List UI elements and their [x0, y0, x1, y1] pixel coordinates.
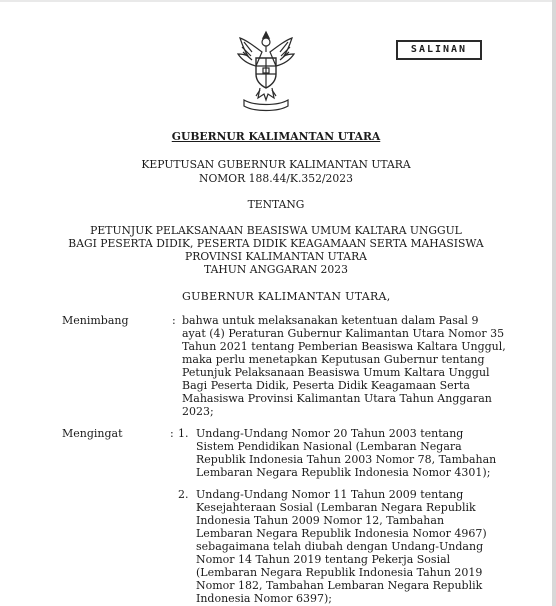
decree-heading: KEPUTUSAN GUBERNUR KALIMANTAN UTARA: [141, 158, 411, 171]
menimbang-text: [182, 314, 506, 418]
menimbang-line: bahwa untuk melaksanakan ketentuan dalam Pasal 9: [182, 314, 479, 327]
item-line: Indonesia Nomor 6397);: [196, 592, 332, 605]
menimbang-line: Mahasiswa Provinsi Kalimantan Utara Tahun Anggaran: [182, 392, 492, 405]
item-line: Kesejahteraan Sosial (Lembaran Negara Republik: [196, 501, 476, 514]
item-line: Nomor 182, Tambahan Lembaran Negara Republik: [196, 579, 483, 592]
decree-number: NOMOR 188.44/K.352/2023: [199, 172, 353, 185]
salinan-stamp: SALINAN: [396, 40, 482, 60]
menimbang-line: ayat (4) Peraturan Gubernur Kalimantan Utara Nomor 35: [182, 327, 505, 340]
page-top-edge: [0, 0, 556, 2]
menimbang-line: maka perlu menetapkan Keputusan Gubernur tentang: [182, 353, 485, 366]
decree-title-line: BAGI PESERTA DIDIK, PESERTA DIDIK KEAGAMAAN SERTA MAHASISWA: [68, 237, 484, 250]
tentang-heading: TENTANG: [247, 198, 305, 211]
item-line: (Lembaran Negara Republik Indonesia Tahun 2019: [196, 566, 483, 579]
garuda-emblem: [234, 28, 298, 114]
mengingat-item-1: [196, 427, 496, 479]
menimbang-line: Petunjuk Pelaksanaan Beasiswa Umum Kaltara Unggul: [182, 366, 490, 379]
item-line: Lembaran Negara Republik Indonesia Nomor 4301);: [196, 466, 491, 479]
mengingat-label: Mengingat: [62, 427, 123, 440]
item-line: Lembaran Negara Republik Indonesia Nomor 4967): [196, 527, 487, 540]
menimbang-colon: :: [172, 314, 176, 327]
item-line: Nomor 14 Tahun 2019 tentang Pekerja Sosial: [196, 553, 451, 566]
item-number: 2.: [178, 488, 189, 501]
item-line: Undang-Undang Nomor 20 Tahun 2003 tentang: [196, 427, 464, 440]
menimbang-line: Tahun 2021 tentang Pemberian Beasiswa Kaltara Unggul,: [182, 340, 506, 353]
item-line: sebagaimana telah diubah dengan Undang-Undang: [196, 540, 484, 553]
item-line: Indonesia Tahun 2009 Nomor 12, Tambahan: [196, 514, 445, 527]
menimbang-line: 2023;: [182, 405, 214, 418]
mengingat-colon: :: [170, 427, 174, 440]
page-right-edge: [552, 0, 556, 606]
governor-salutation: GUBERNUR KALIMANTAN UTARA,: [182, 290, 391, 303]
decree-title-line: PROVINSI KALIMANTAN UTARA: [185, 250, 367, 263]
item-number: 1.: [178, 427, 189, 440]
menimbang-label: Menimbang: [62, 314, 129, 327]
item-line: Undang-Undang Nomor 11 Tahun 2009 tentang: [196, 488, 464, 501]
governor-title: GUBERNUR KALIMANTAN UTARA: [171, 130, 381, 143]
mengingat-item-2: [196, 488, 496, 605]
item-line: Republik Indonesia Tahun 2003 Nomor 78, Tambahan: [196, 453, 497, 466]
decree-title-line: PETUNJUK PELAKSANAAN BEASISWA UMUM KALTARA UNGGUL: [90, 224, 462, 237]
menimbang-line: Bagi Peserta Didik, Peserta Didik Keagamaan Serta: [182, 379, 470, 392]
decree-title-line: TAHUN ANGGARAN 2023: [204, 263, 348, 276]
item-line: Sistem Pendidikan Nasional (Lembaran Negara: [196, 440, 462, 453]
